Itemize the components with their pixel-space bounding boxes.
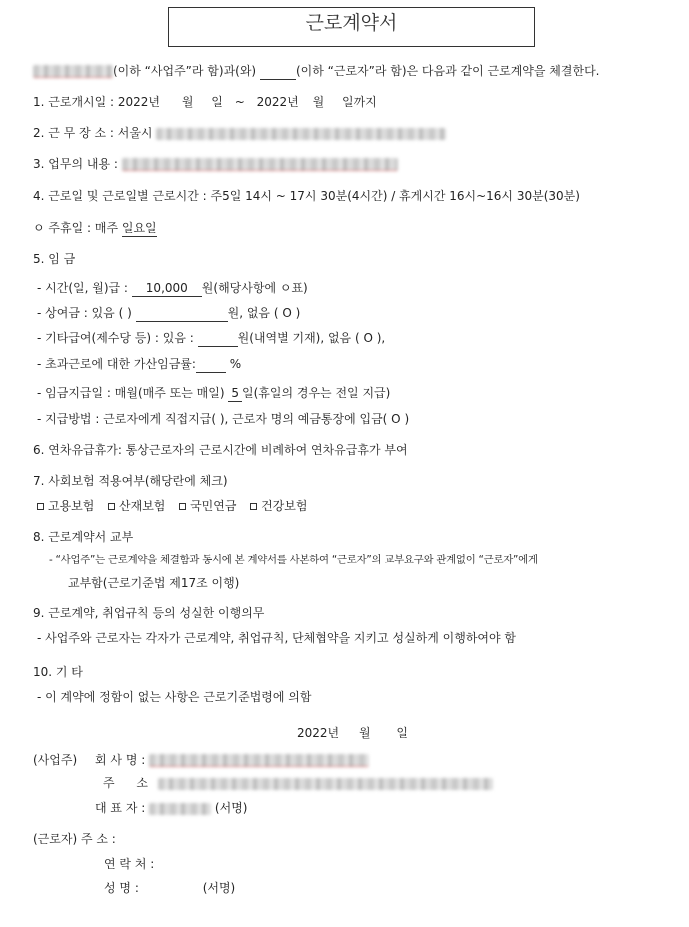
rep-label: 대 표 자 : — [95, 801, 146, 815]
holiday-prefix: ㅇ 주휴일 : 매주 — [33, 221, 119, 235]
address-row — [103, 775, 493, 791]
bonus-blank — [136, 305, 228, 322]
address-label-1: 주 — [103, 776, 115, 790]
misc-heading: 10. 기 타 — [33, 665, 83, 679]
worker-sign: (서명) — [202, 881, 236, 895]
item-holiday — [33, 220, 157, 237]
redacted-duty — [122, 158, 398, 171]
item-workplace — [33, 125, 446, 141]
item-duty — [33, 156, 398, 172]
overtime-blank — [196, 356, 226, 373]
intro-part1: (이하 “사업주”라 함)과(와) — [113, 64, 257, 78]
start-tilde: ~ — [234, 95, 245, 109]
insurance-option-2[interactable]: 산재보험 — [108, 499, 165, 513]
workplace-label: 2. 근 무 장 소 : 서울시 — [33, 126, 153, 140]
intro-part2: (이하 “근로자”라 함)은 다음과 같이 근로계약을 체결한다. — [295, 64, 600, 78]
name-label: 성 명 : — [104, 881, 139, 895]
other-prefix: - 기타급여(제수당 등) : 있음 : — [37, 331, 194, 345]
redacted-company — [149, 754, 369, 767]
checkbox-icon — [179, 503, 186, 510]
worker-blank — [260, 63, 296, 80]
bonus-suffix: 원, 없음 ( O ) — [227, 306, 301, 320]
holiday-value: 일요일 — [121, 221, 157, 235]
duty-label: 3. 업무의 내용 : — [33, 157, 118, 171]
worker-contact-row: 연 락 처 : — [104, 857, 155, 871]
end-day: 일까지 — [341, 95, 377, 109]
redacted-rep — [149, 803, 211, 815]
insurance-heading: 7. 사회보험 적용여부(해당란에 체크) — [33, 474, 228, 488]
item-leave: 6. 연차유급휴가: 통상근로자의 근로시간에 비례하여 연차유급휴가 부여 — [33, 443, 408, 457]
representative-row — [95, 800, 247, 816]
employer-label: (사업주) — [33, 753, 78, 767]
overtime-prefix: - 초과근로에 대한 가산임금률: — [37, 357, 196, 371]
wage-heading: 5. 임 금 — [33, 252, 76, 266]
wage-method: - 지급방법 : 근로자에게 직접지급( ), 근로자 명의 예금통장에 입금( O ) — [37, 412, 410, 426]
misc-line: - 이 계약에 정함이 없는 사항은 근로기준법령에 의함 — [37, 690, 312, 704]
company-label: 회 사 명 : — [95, 753, 146, 767]
payday-value: 5 — [228, 385, 242, 402]
worker-address-row: (근로자) 주 소 : — [33, 832, 116, 846]
insurance-option-3[interactable]: 국민연금 — [179, 499, 236, 513]
hourly-prefix: - 시간(일, 월)급 : — [37, 281, 128, 295]
wage-other — [37, 330, 385, 347]
intro-line — [33, 63, 599, 80]
redacted-employer — [33, 65, 113, 78]
insurance-option-4[interactable]: 건강보험 — [250, 499, 307, 513]
item-start-date — [33, 94, 377, 110]
insurance-options — [37, 498, 307, 514]
delivery-line2: 교부함(근로기준법 제17조 이행) — [68, 576, 240, 590]
item-hours: 4. 근로일 및 근로일별 근로시간 : 주5일 14시 ~ 17시 30분(4시간) / 휴게시간 16시~16시 30분(30분) — [33, 189, 580, 203]
checkbox-icon — [37, 503, 44, 510]
redacted-employer-address — [158, 778, 493, 790]
document-title: 근로계약서 — [168, 7, 535, 47]
start-month: 월 — [181, 95, 194, 109]
address-label-2: 소 — [136, 776, 149, 790]
wage-bonus — [37, 305, 300, 322]
end-year: 2022년 — [256, 95, 299, 109]
date-year: 2022년 — [297, 726, 340, 740]
end-month: 월 — [312, 95, 325, 109]
redacted-address — [156, 128, 446, 140]
start-label: 1. 근로개시일 : 2022년 — [33, 95, 161, 109]
payday-suffix: 일(휴일의 경우는 전일 지급) — [241, 386, 391, 400]
date-day: 일 — [396, 726, 408, 740]
duty9-line: - 사업주와 근로자는 각자가 근로계약, 취업규칙, 단체협약을 지키고 성실하게 이행하여야 함 — [37, 631, 517, 645]
other-blank — [198, 330, 238, 347]
wage-hourly — [37, 280, 308, 297]
signing-date — [297, 725, 408, 741]
bonus-prefix: - 상여금 : 있음 ( ) — [37, 306, 132, 320]
other-suffix: 원(내역별 기재), 없음 ( O ), — [237, 331, 386, 345]
delivery-line1: - “사업주”는 근로계약을 체결함과 동시에 본 계약서를 사본하여 “근로자”의 교부요구와 관계없이 “근로자”에게 — [49, 554, 538, 566]
rep-sign: (서명) — [214, 801, 248, 815]
checkbox-icon — [108, 503, 115, 510]
start-day: 일 — [211, 95, 223, 109]
wage-payday — [37, 385, 390, 402]
overtime-suffix: % — [229, 357, 242, 371]
wage-overtime — [37, 356, 241, 373]
checkbox-icon — [250, 503, 257, 510]
duty9-heading: 9. 근로계약, 취업규칙 등의 성실한 이행의무 — [33, 606, 265, 620]
company-row — [95, 752, 369, 768]
hourly-suffix: 원(해당사항에 ㅇ표) — [201, 281, 308, 295]
payday-prefix: - 임금지급일 : 매월(매주 또는 매일) — [37, 386, 225, 400]
insurance-option-1[interactable]: 고용보험 — [37, 499, 94, 513]
worker-name-row — [104, 880, 235, 896]
delivery-heading: 8. 근로계약서 교부 — [33, 530, 134, 544]
date-month: 월 — [358, 726, 371, 740]
hourly-value: 10,000 — [132, 280, 202, 297]
